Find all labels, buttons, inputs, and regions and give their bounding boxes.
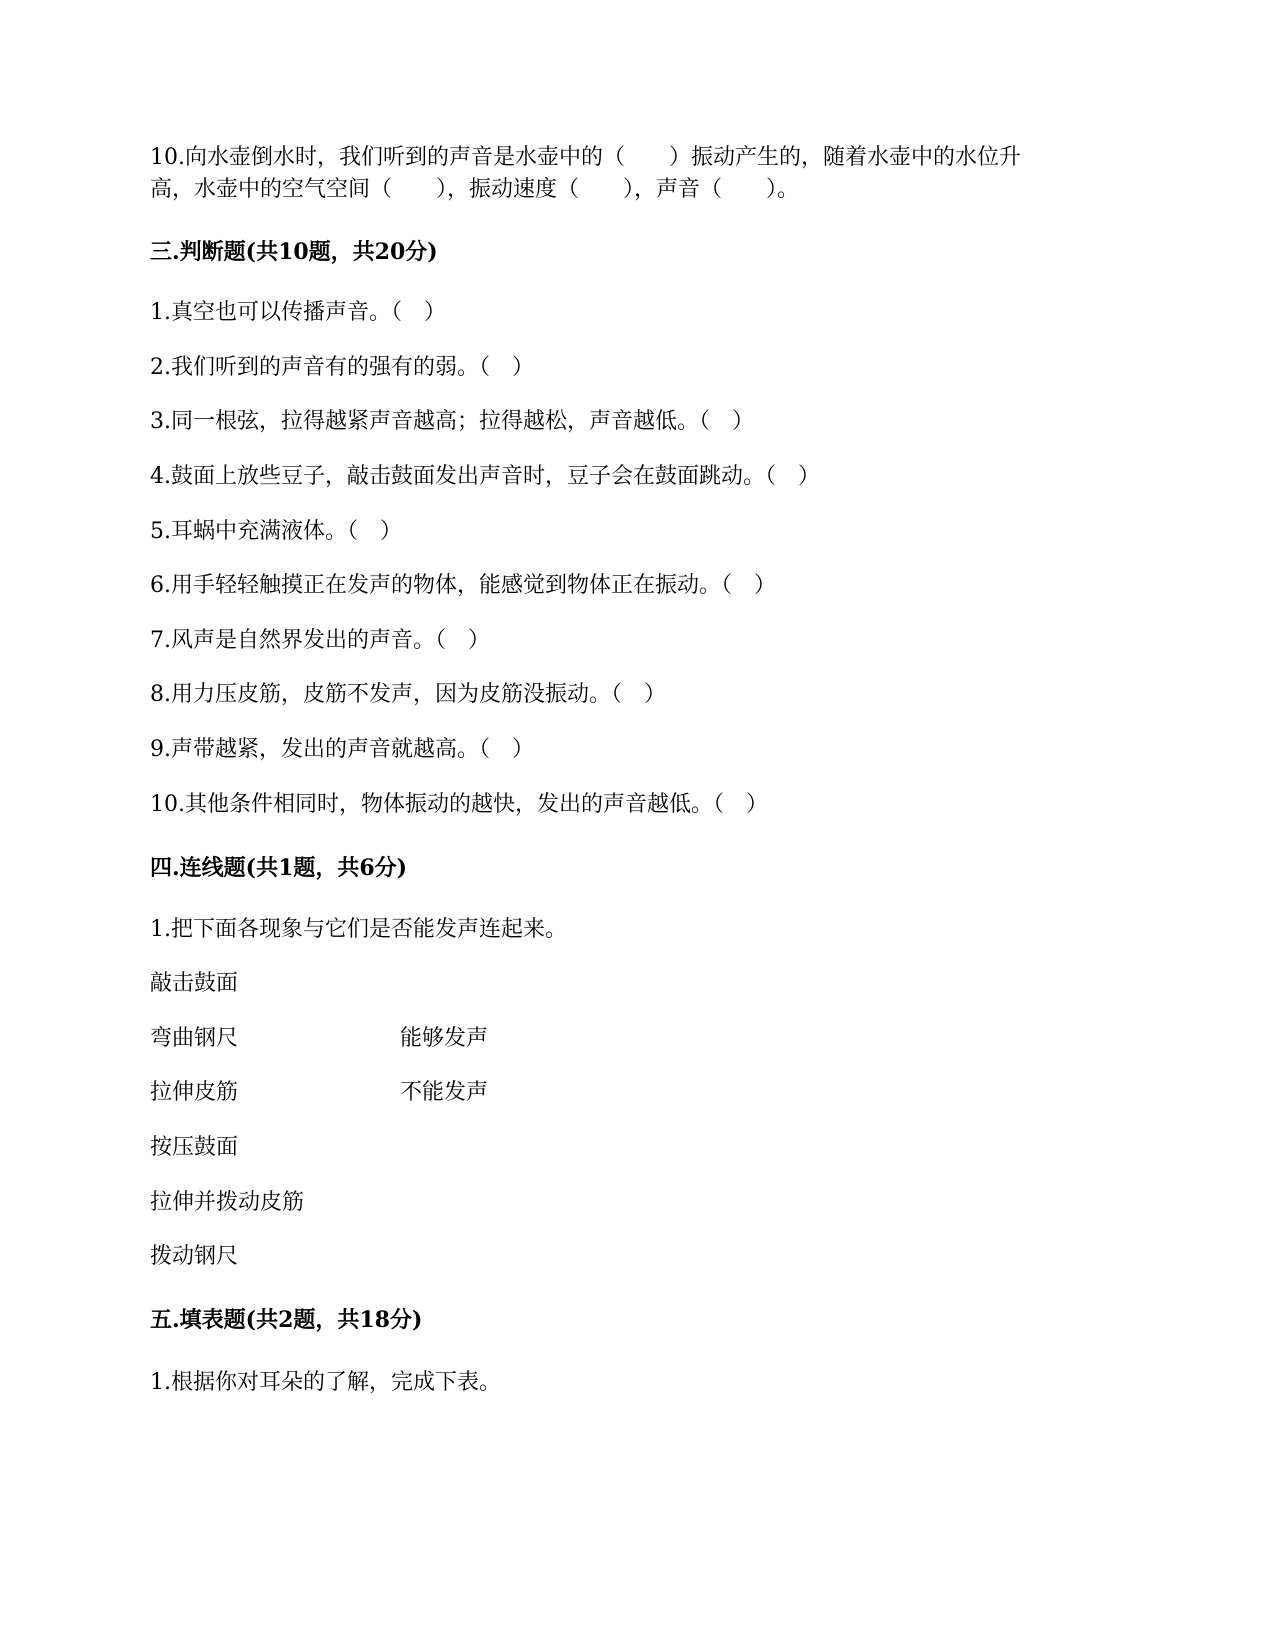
match-right-item-1: 能够发声 xyxy=(400,1026,489,1051)
match-left-item-2: 弯曲钢尺 xyxy=(150,1026,239,1051)
fill-blank-q10-line2: 高，水壶中的空气空间（ ），振动速度（ ），声音（ ）。 xyxy=(150,177,800,202)
fill-blank-q10-line1: 10.向水壶倒水时，我们听到的声音是水壶中的（ ）振动产生的，随着水壶中的水位升 xyxy=(150,145,1021,170)
judge-item-4: 4.鼓面上放些豆子，敲击鼓面发出声音时，豆子会在鼓面跳动。（ ） xyxy=(150,464,820,489)
judge-item-1: 1.真空也可以传播声音。（ ） xyxy=(150,300,446,325)
judge-item-7: 7.风声是自然界发出的声音。（ ） xyxy=(150,628,490,653)
match-question: 1.把下面各现象与它们是否能发声连起来。 xyxy=(150,917,567,942)
table-section-heading: 五.填表题(共2题，共18分) xyxy=(150,1307,423,1333)
match-left-item-5: 拉伸并拨动皮筋 xyxy=(150,1190,305,1215)
judge-item-2: 2.我们听到的声音有的强有的弱。（ ） xyxy=(150,355,534,380)
judge-item-9: 9.声带越紧，发出的声音就越高。（ ） xyxy=(150,737,534,762)
judge-item-6: 6.用手轻轻触摸正在发声的物体，能感觉到物体正在振动。（ ） xyxy=(150,573,776,598)
judge-item-3: 3.同一根弦，拉得越紧声音越高；拉得越松，声音越低。（ ） xyxy=(150,409,754,434)
table-question: 1.根据你对耳朵的了解，完成下表。 xyxy=(150,1370,501,1395)
judge-item-5: 5.耳蜗中充满液体。（ ） xyxy=(150,519,402,544)
match-left-item-6: 拨动钢尺 xyxy=(150,1244,239,1269)
match-left-item-1: 敲击鼓面 xyxy=(150,971,239,996)
match-left-item-4: 按压鼓面 xyxy=(150,1135,239,1160)
match-right-item-2: 不能发声 xyxy=(400,1080,489,1105)
match-left-item-3: 拉伸皮筋 xyxy=(150,1080,239,1105)
judge-item-8: 8.用力压皮筋，皮筋不发声，因为皮筋没振动。（ ） xyxy=(150,682,666,707)
judge-item-10: 10.其他条件相同时，物体振动的越快，发出的声音越低。（ ） xyxy=(150,792,768,817)
judge-section-heading: 三.判断题(共10题，共20分) xyxy=(150,239,438,265)
match-section-heading: 四.连线题(共1题，共6分) xyxy=(150,855,408,881)
